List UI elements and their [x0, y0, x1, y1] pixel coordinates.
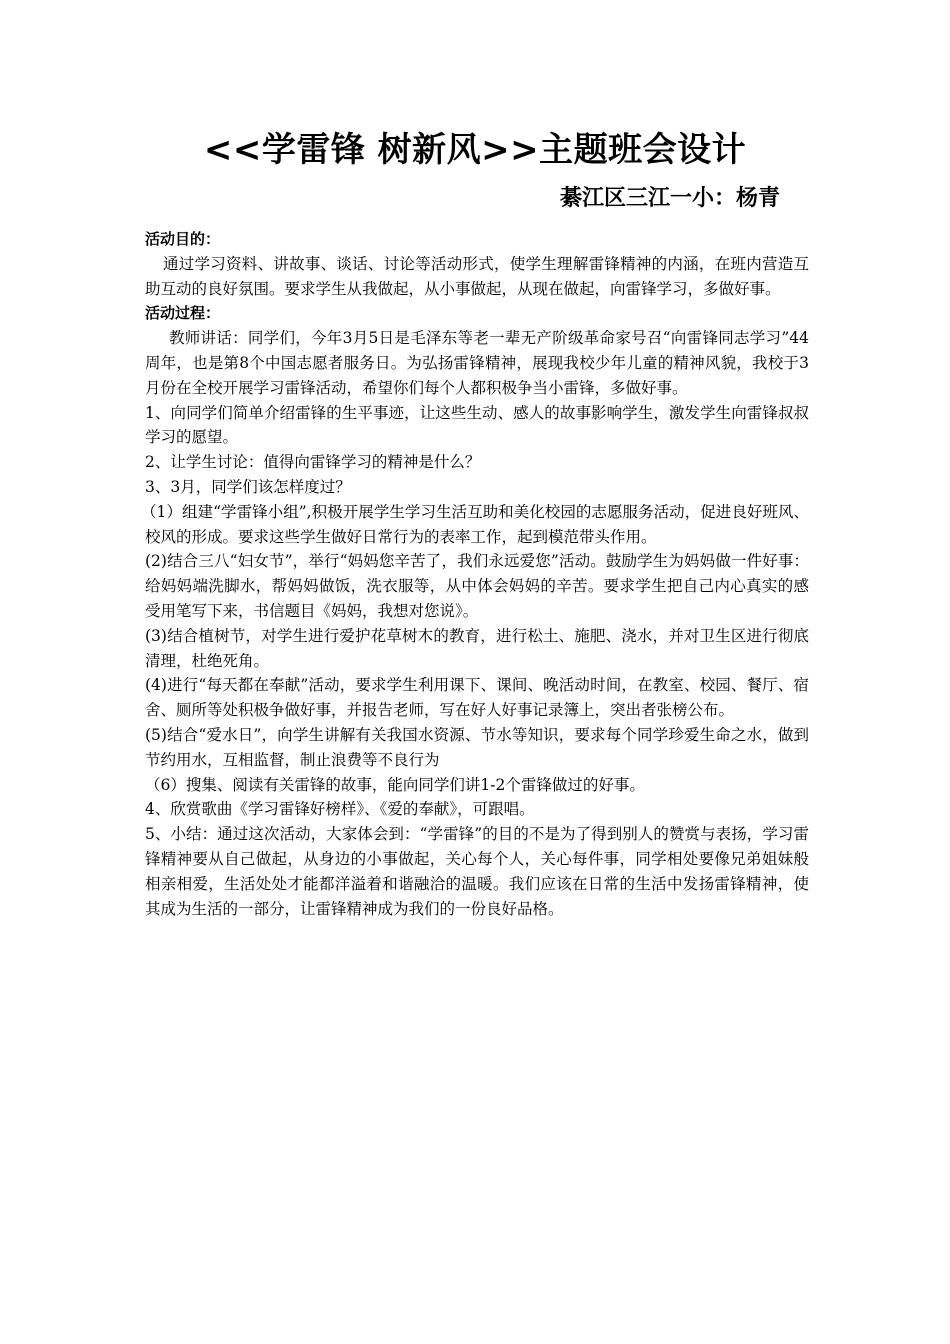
teacher-speech-paragraph: 教师讲话：同学们，今年3月5日是毛泽东等老一辈无产阶级革命家号召“向雷锋同志学习”44周年，也是第8个中国志愿者服务日。为弘扬雷锋精神，展现我校少年儿童的精神风貌，我校于3月份在全校开展学习雷锋活动，希望你们每个人都积极争当小雷锋，多做好事。 — [145, 329, 809, 397]
sub-item-5-paragraph: (5)结合“爱水日”，向学生讲解有关我国水资源、节水等知识，要求每个同学珍爱生命之水，做到节约用水，互相监督，制止浪费等不良行为 — [145, 725, 809, 769]
step-2-paragraph: 2、让学生讨论：值得向雷锋学习的精神是什么？ — [145, 453, 481, 472]
process-heading: 活动过程： — [145, 304, 221, 323]
sub-item-2-paragraph: (2)结合三八“妇女节”，举行“妈妈您辛苦了，我们永远爱您”活动。鼓励学生为妈妈做一件好事：给妈妈端洗脚水，帮妈妈做饭，洗衣服等，从中体会妈妈的辛苦。要求学生把自己内心真实的感受用笔写下来，书信题目《妈妈，我想对您说》。 — [145, 552, 809, 620]
document-body — [141, 227, 809, 921]
document-title: <<学雷锋 树新风>>主题班会设计 — [203, 130, 747, 170]
sub-item-6-paragraph: （6）搜集、阅读有关雷锋的故事，能向同学们讲1-2个雷锋做过的好事。 — [145, 775, 645, 794]
sub-item-4-paragraph: (4)进行“每天都在奉献”活动，要求学生利用课下、课间、晚活动时间，在教室、校园、餐厅、宿舍、厕所等处积极争做好事，并报告老师，写在好人好事记录簿上，突出者张榜公布。 — [145, 676, 809, 720]
sub-item-3-paragraph: (3)结合植树节，对学生进行爱护花草树木的教育，进行松土、施肥、浇水，并对卫生区进行彻底清理，杜绝死角。 — [145, 626, 809, 670]
step-4-paragraph: 4、欣赏歌曲《学习雷锋好榜样》、《爱的奉献》，可跟唱。 — [145, 800, 535, 819]
purpose-heading: 活动目的： — [145, 230, 221, 248]
step-5-paragraph: 5、小结：通过这次活动，大家体会到：“学雷锋”的目的不是为了得到别人的赞赏与表扬，学习雷锋精神要从自己做起，从身边的小事做起，关心每个人，关心每件事，同学相处要像兄弟姐妹般相亲相爱，生活处处才能都洋溢着和谐融洽的温暖。我们应该在日常的生活中发扬雷锋精神，使其成为生活的一部分，让雷锋精神成为我们的一份良好品格。 — [145, 825, 809, 918]
purpose-paragraph: 通过学习资料、讲故事、谈话、讨论等活动形式，使学生理解雷锋精神的内涵，在班内营造互助互动的良好氛围。要求学生从我做起，从小事做起，从现在做起，向雷锋学习，多做好事。 — [145, 254, 809, 298]
document-author: 綦江区三江一小：杨青 — [559, 186, 780, 211]
step-3-paragraph: 3、3月，同学们该怎样度过？ — [145, 477, 351, 496]
sub-item-1-paragraph: （1）组建“学雷锋小组”,积极开展学生学习生活互助和美化校园的志愿服务活动，促进良好班风、校风的形成。要求这些学生做好日常行为的表率工作，起到模范带头作用。 — [141, 502, 809, 546]
step-1-paragraph: 1、向同学们简单介绍雷锋的生平事迹，让这些生动、感人的故事影响学生，激发学生向雷锋叔叔学习的愿望。 — [145, 403, 809, 447]
